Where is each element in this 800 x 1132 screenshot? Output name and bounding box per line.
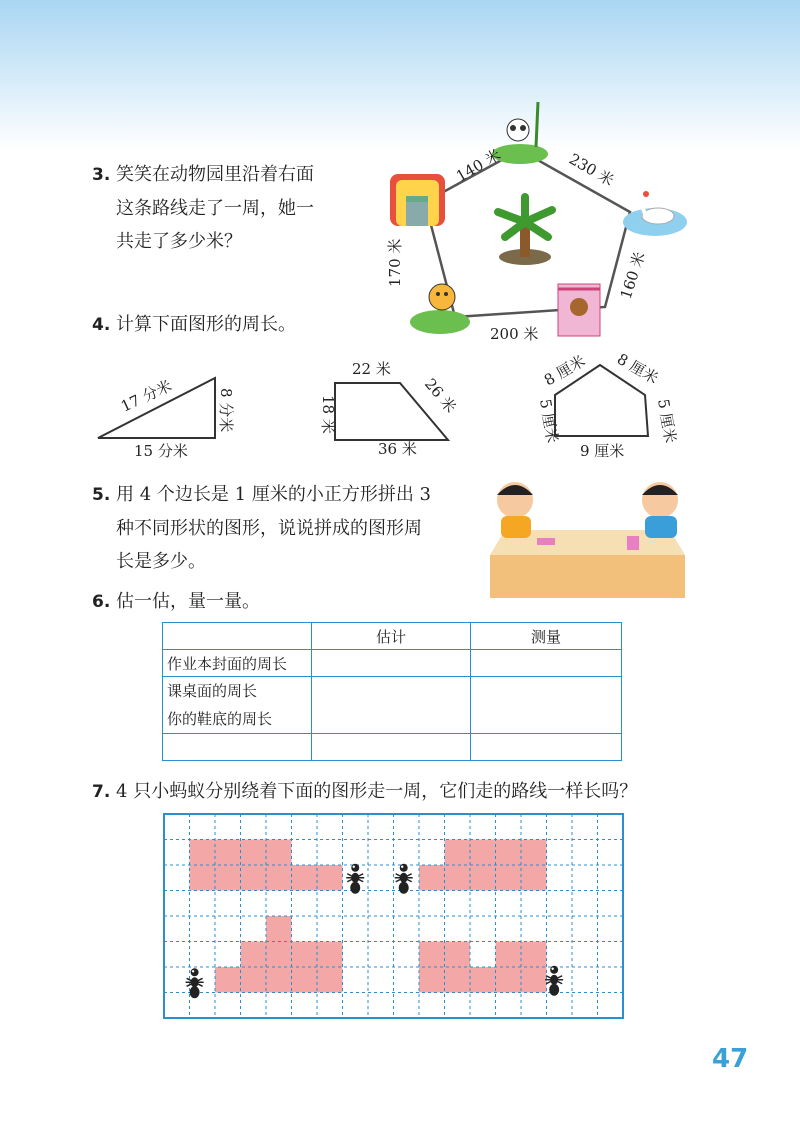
swan-pond-icon bbox=[623, 191, 687, 236]
grid-square bbox=[496, 840, 522, 866]
grid-square bbox=[419, 967, 445, 993]
grid-square bbox=[241, 942, 267, 968]
ant-icon bbox=[346, 864, 364, 894]
table-row bbox=[163, 677, 622, 734]
q4-prompt: 计算下面图形的周长。 bbox=[116, 314, 297, 335]
q5-line-2: 种不同形状的图形，说说拼成的图形周 bbox=[116, 518, 422, 539]
grid-square bbox=[215, 865, 241, 891]
row-label bbox=[163, 734, 312, 761]
pentagon-left-label: 5 厘米 bbox=[536, 397, 562, 445]
q7-prompt: 4 只小蚂蚁分别绕着下面的图形走一周，它们走的路线一样长吗？ bbox=[116, 781, 638, 802]
paper-squares bbox=[537, 538, 555, 545]
quad-left-label: 18 米 bbox=[319, 395, 337, 434]
q4-number: 4. bbox=[92, 315, 111, 335]
q3-text bbox=[92, 158, 314, 258]
q5-line-3: 长是多少。 bbox=[116, 551, 206, 572]
q7-number: 7. bbox=[92, 782, 111, 802]
grid-square bbox=[419, 942, 445, 968]
q3-line-1: 笑笑在动物园里沿着右面 bbox=[116, 164, 315, 185]
measure-cell[interactable] bbox=[471, 677, 622, 734]
quad-slant-label: 26 米 bbox=[420, 375, 460, 417]
q7-text bbox=[92, 775, 637, 809]
grid-square bbox=[521, 840, 547, 866]
q4-text bbox=[92, 308, 296, 342]
tiger-enclosure-icon bbox=[410, 284, 470, 334]
desk bbox=[490, 555, 685, 598]
distance-label: 140 米 bbox=[453, 145, 504, 186]
grid-square bbox=[317, 865, 343, 891]
page-number: 47 bbox=[712, 1044, 749, 1074]
boy-left bbox=[497, 482, 533, 538]
quadrilateral-shape bbox=[319, 360, 460, 458]
header-cell-empty bbox=[163, 623, 312, 650]
distance-label: 160 米 bbox=[616, 249, 649, 302]
grid-square bbox=[292, 865, 318, 891]
triangle-shape bbox=[98, 377, 235, 460]
quad-top-label: 22 米 bbox=[352, 360, 391, 378]
panda-enclosure-icon bbox=[492, 102, 548, 164]
pentagon-bottom-label: 9 厘米 bbox=[580, 442, 625, 460]
grid-square bbox=[521, 942, 547, 968]
ant-grid bbox=[162, 812, 622, 1020]
grid-square bbox=[292, 942, 318, 968]
grid-square bbox=[317, 967, 343, 993]
pentagon-right-label: 5 厘米 bbox=[654, 397, 680, 445]
row-label-line: 课桌面的周长 bbox=[167, 682, 258, 700]
ant-icon bbox=[395, 864, 413, 894]
zoo-route-diagram bbox=[380, 92, 700, 352]
estimate-cell[interactable] bbox=[312, 650, 471, 677]
row-label bbox=[163, 677, 312, 734]
tree-icon bbox=[498, 197, 552, 265]
estimate-table bbox=[162, 622, 622, 761]
distance-label: 200 米 bbox=[490, 325, 539, 343]
q5-number: 5. bbox=[92, 485, 111, 505]
grid-square bbox=[190, 865, 216, 891]
table-row bbox=[163, 734, 622, 761]
grid-square bbox=[292, 967, 318, 993]
quad-bottom-label: 36 米 bbox=[378, 440, 417, 458]
estimate-cell[interactable] bbox=[312, 734, 471, 761]
header-cell-measure: 测量 bbox=[471, 623, 622, 650]
q6-prompt: 估一估，量一量。 bbox=[116, 591, 261, 612]
perimeter-shapes bbox=[90, 350, 710, 465]
measure-cell[interactable] bbox=[471, 650, 622, 677]
measure-cell[interactable] bbox=[471, 734, 622, 761]
boy-right bbox=[642, 482, 678, 538]
distance-label: 170 米 bbox=[386, 238, 404, 287]
pentagon-top-left-label: 8 厘米 bbox=[541, 351, 589, 390]
grid-square bbox=[266, 967, 292, 993]
pentagon-top-right-label: 8 厘米 bbox=[614, 349, 662, 388]
grid-square bbox=[266, 916, 292, 942]
q6-text bbox=[92, 585, 260, 619]
grid-square bbox=[419, 865, 445, 891]
q3-line-2: 这条路线走了一周，她一 bbox=[116, 198, 314, 219]
grid-square bbox=[496, 865, 522, 891]
grid-square bbox=[470, 865, 496, 891]
grid-square bbox=[470, 967, 496, 993]
q3-line-3: 共走了多少米？ bbox=[116, 231, 242, 252]
grid-square bbox=[445, 840, 471, 866]
grid-square bbox=[445, 942, 471, 968]
header-cell-estimate: 估计 bbox=[312, 623, 471, 650]
grid-square bbox=[215, 967, 241, 993]
grid-square bbox=[445, 865, 471, 891]
q3-number: 3. bbox=[92, 165, 111, 185]
grid-square bbox=[266, 840, 292, 866]
grid-square bbox=[496, 967, 522, 993]
castle-gate-icon bbox=[390, 174, 445, 226]
table-header-row bbox=[163, 623, 622, 650]
pentagon-shape bbox=[536, 350, 679, 460]
q5-text bbox=[92, 478, 472, 578]
grid-square bbox=[496, 942, 522, 968]
estimate-cell[interactable] bbox=[312, 677, 471, 734]
grid-square bbox=[266, 942, 292, 968]
grid-square bbox=[215, 840, 241, 866]
ant-icon bbox=[545, 966, 563, 996]
q5-line-1: 用 4 个边长是 1 厘米的小正方形拼出 3 bbox=[116, 484, 431, 505]
children-illustration bbox=[485, 470, 695, 605]
table-row bbox=[163, 650, 622, 677]
grid-square bbox=[266, 865, 292, 891]
monkey-cage-icon bbox=[558, 284, 600, 336]
grid-square bbox=[521, 967, 547, 993]
row-label-line: 你的鞋底的周长 bbox=[167, 710, 273, 728]
triangle-side-label: 8 分米 bbox=[217, 388, 235, 433]
ant-icon bbox=[186, 968, 204, 998]
grid-square bbox=[521, 865, 547, 891]
grid-square bbox=[241, 865, 267, 891]
grid-square bbox=[470, 840, 496, 866]
grid-square bbox=[190, 840, 216, 866]
triangle-base-label: 15 分米 bbox=[134, 442, 188, 460]
grid-square bbox=[317, 942, 343, 968]
grid-square bbox=[241, 967, 267, 993]
distance-label: 230 米 bbox=[566, 149, 617, 190]
row-label: 作业本封面的周长 bbox=[163, 650, 312, 677]
q6-number: 6. bbox=[92, 592, 111, 612]
triangle-hyp-label: 17 分米 bbox=[118, 376, 175, 416]
grid-square bbox=[241, 840, 267, 866]
grid-square bbox=[445, 967, 471, 993]
